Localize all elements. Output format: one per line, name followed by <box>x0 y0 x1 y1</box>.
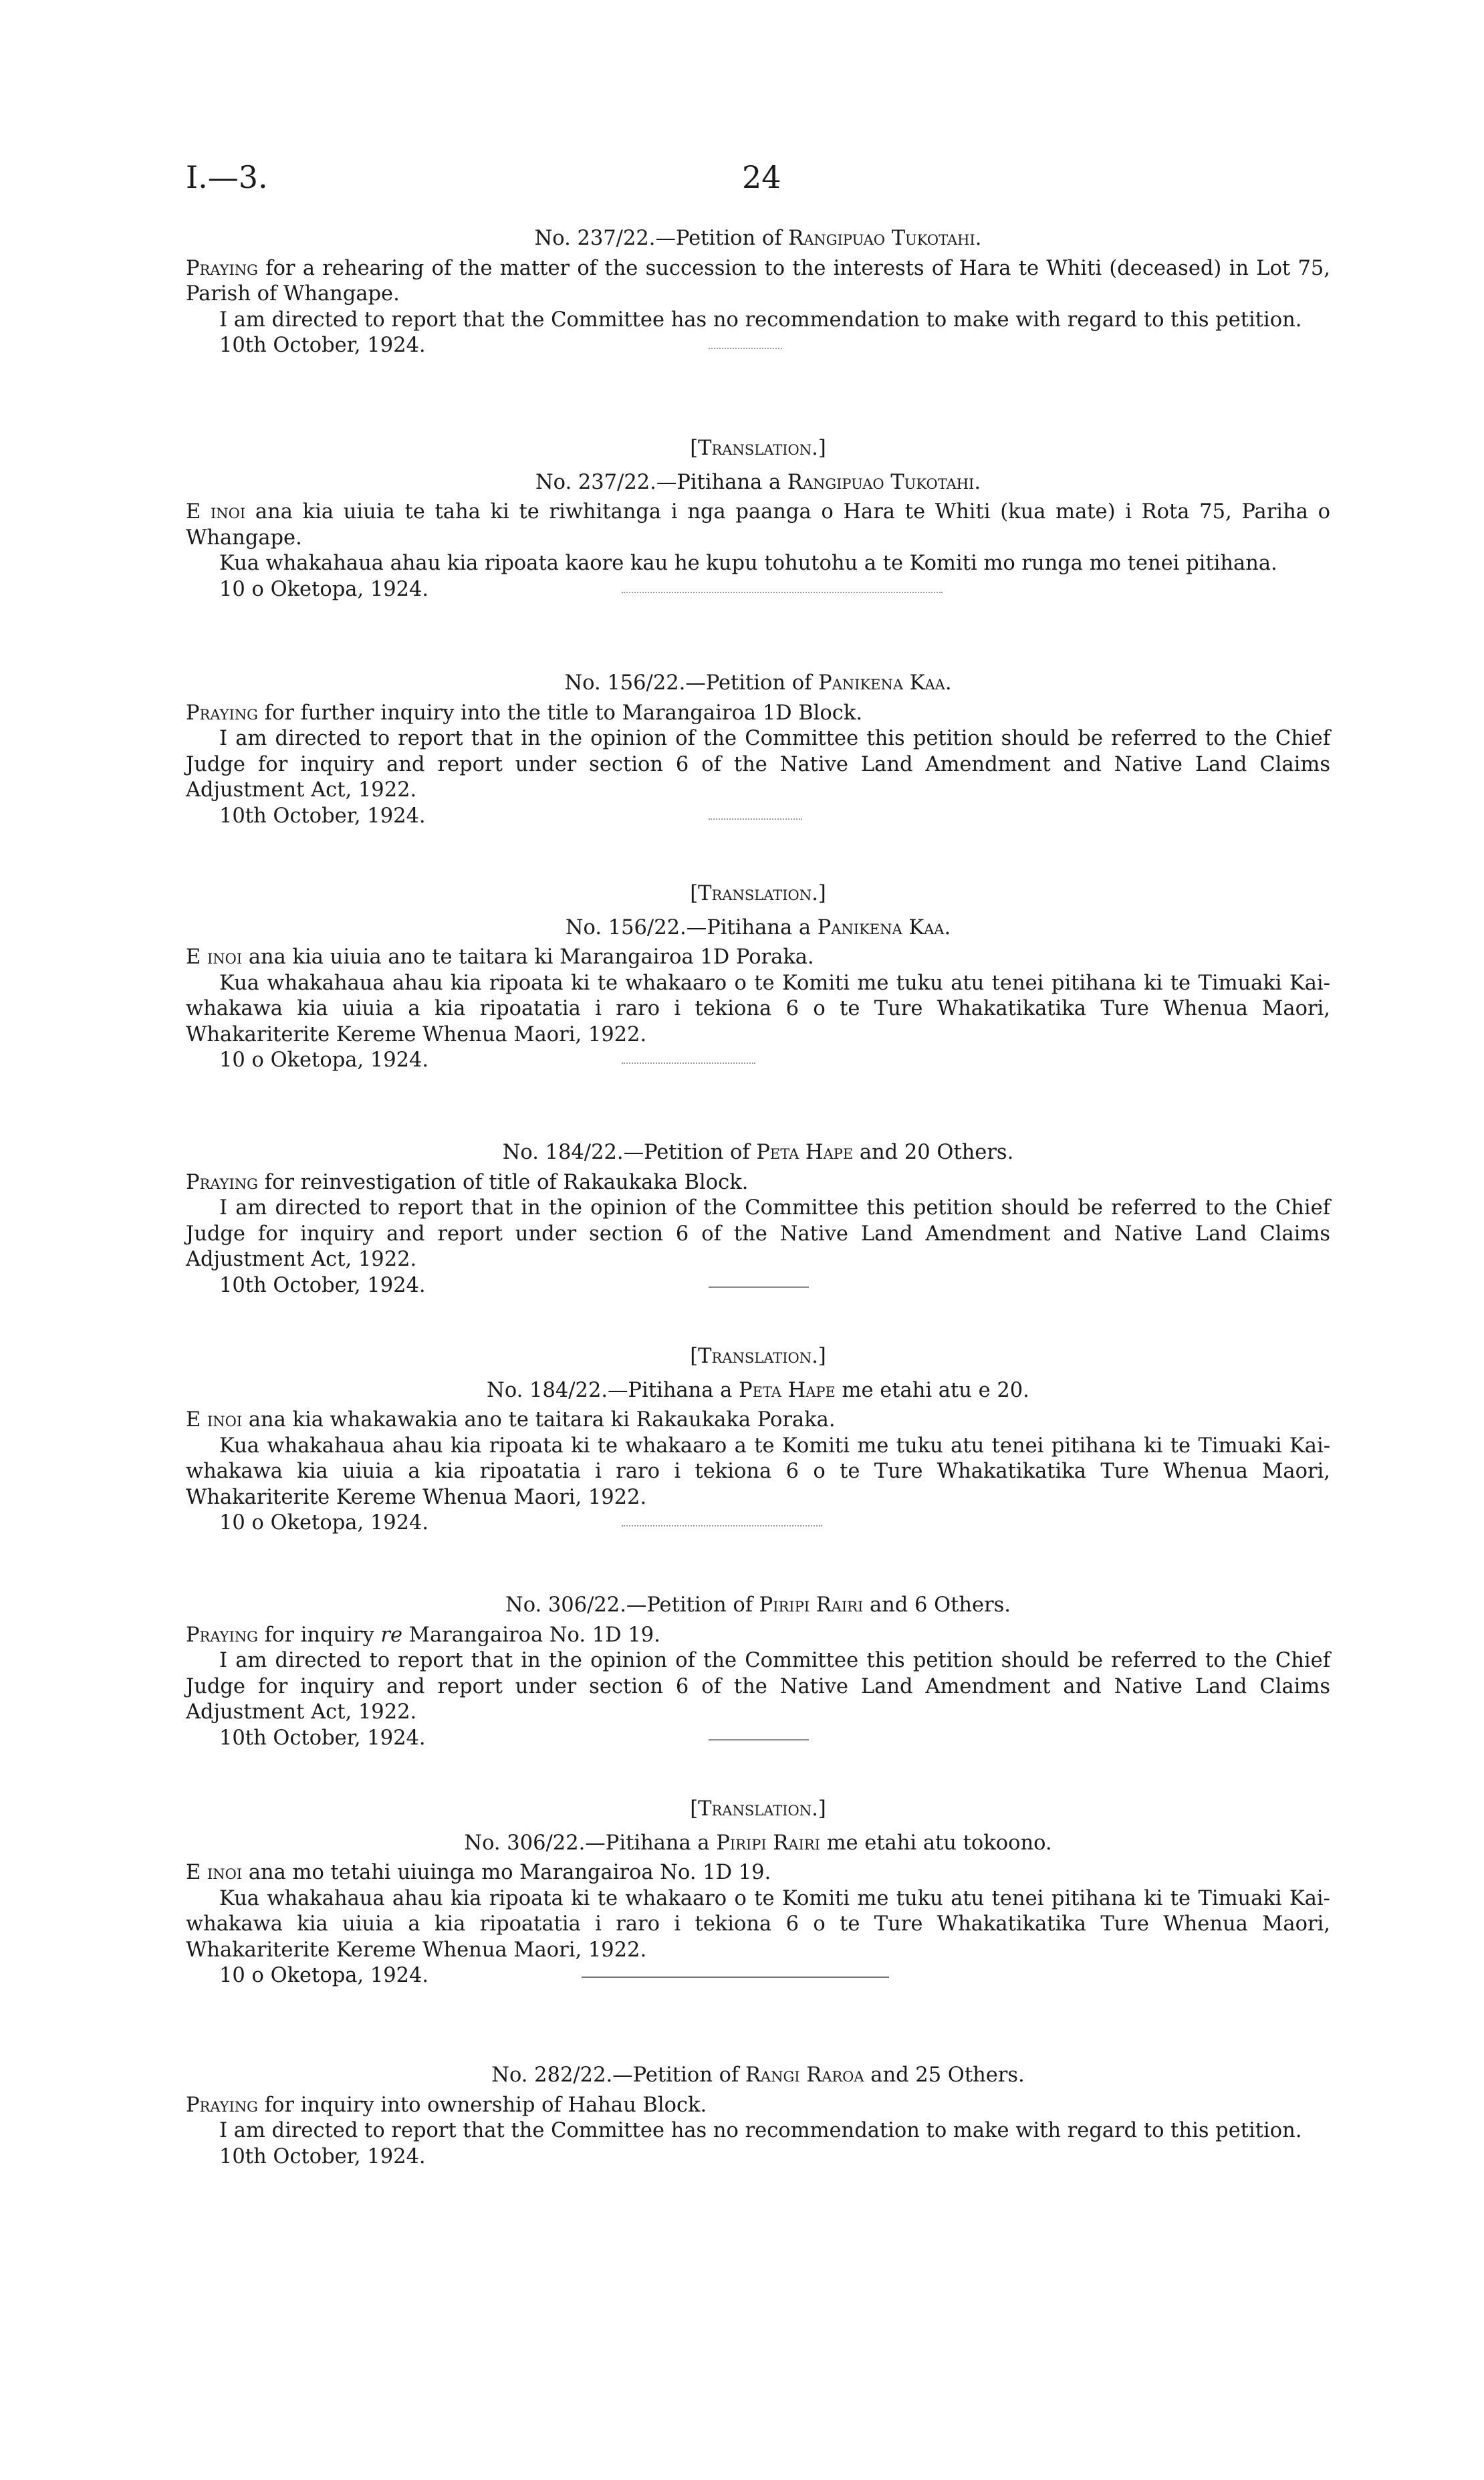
page-number: 24 <box>742 159 781 195</box>
petition-title: No. 237/22.—Pitihana a Rangipuao Tukotahi. <box>535 470 981 494</box>
date-line: 10th October, 1924. <box>219 2144 426 2168</box>
translation-label: [Translation.] <box>690 437 826 460</box>
translation-label: [Translation.] <box>690 882 826 905</box>
petition-title: No. 156/22.—Petition of Panikena Kaa. <box>564 671 952 695</box>
date-line: 10 o Oketopa, 1924. <box>186 577 1330 603</box>
petition-title: No. 184/22.—Petition of Peta Hape and 20 Others. <box>502 1141 1014 1164</box>
report-paragraph: Kua whakahaua ahau kia ripoata ki te whakaaro o te Komiti me tuku atu tenei pitihana ki te Timuaki Kai-whakawa kia uiuia a kia ripoatatia i raro i tekiona 6 o te Ture Whakatikatika Ture Whenua Maori, Whakariterite Kereme Whenua Maori, 1922. <box>186 1886 1330 1962</box>
report-paragraph: I am directed to report that in the opinion of the Committee this petition should be referred to the Chief Judge for inquiry and report under section 6 of the Native Land Amendment and Native Land Claims Adjustment Act, 1922. <box>186 1196 1330 1271</box>
petition-156-translation <box>186 881 1330 1074</box>
petition-184-translation <box>186 1344 1330 1537</box>
petition-306-translation <box>186 1797 1330 1989</box>
petition-237-translation <box>186 436 1330 602</box>
petition-184-english <box>186 1140 1330 1299</box>
praying-paragraph: E inoi ana mo tetahi uiuinga mo Marangairoa No. 1D 19. <box>186 1861 771 1884</box>
separator-rule <box>709 818 802 820</box>
petition-title: No. 306/22.—Petition of Piripi Rairi and 6 Others. <box>505 1593 1011 1617</box>
separator-rule <box>622 1525 822 1527</box>
report-paragraph: Kua whakahaua ahau kia ripoata ki te whakaaro o te Komiti me tuku atu tenei pitihana ki te Timuaki Kai-whakawa kia uiuia a kia ripoatatia i raro i tekiona 6 o te Ture Whakatikatika Ture Whenua Maori, Whakariterite Kereme Whenua Maori, 1922. <box>186 971 1330 1046</box>
petition-title: No. 156/22.—Pitihana a Panikena Kaa. <box>565 915 951 939</box>
date-line: 10 o Oketopa, 1924. <box>186 1048 1330 1074</box>
date-line: 10th October, 1924. <box>186 333 1330 359</box>
petition-title: No. 282/22.—Petition of Rangi Raroa and 25 Others. <box>491 2063 1025 2087</box>
report-paragraph: I am directed to report that the Committee has no recommendation to make with regard to this petition. <box>219 308 1302 332</box>
translation-label: [Translation.] <box>690 1345 826 1368</box>
praying-paragraph: Praying for a rehearing of the matter of the succession to the interests of Hara te Whiti (deceased) in Lot 75, Parish of Whangape. <box>186 256 1330 306</box>
petition-282-english <box>186 2063 1330 2170</box>
separator-rule <box>622 1062 755 1064</box>
praying-paragraph: Praying for reinvestigation of title of Rakaukaka Block. <box>186 1170 749 1194</box>
petition-title: No. 306/22.—Pitihana a Piripi Rairi me etahi atu tokoono. <box>464 1831 1052 1855</box>
date-line: 10 o Oketopa, 1924. <box>186 1510 1330 1537</box>
date-line: 10 o Oketopa, 1924. <box>186 1963 1330 1989</box>
separator-rule <box>709 1286 809 1288</box>
separator-rule <box>582 1977 889 1978</box>
report-paragraph: Kua whakahaua ahau kia ripoata ki te whakaaro a te Komiti me tuku atu tenei pitihana ki te Timuaki Kai-whakawa kia uiuia a kia ripoatatia i raro i tekiona 6 o te Ture Whakatikatika Ture Whenua Maori, Whakariterite Kereme Whenua Maori, 1922. <box>186 1434 1330 1509</box>
praying-paragraph: Praying for further inquiry into the title to Marangairoa 1D Block. <box>186 701 863 725</box>
praying-paragraph: E inoi ana kia uiuia ano te taitara ki Marangairoa 1D Poraka. <box>186 945 814 969</box>
petition-title: No. 237/22.—Petition of Rangipuao Tukotahi. <box>534 227 982 250</box>
praying-paragraph: Praying for inquiry into ownership of Hahau Block. <box>186 2093 707 2117</box>
date-line: 10th October, 1924. <box>186 1273 1330 1299</box>
report-paragraph: I am directed to report that in the opinion of the Committee this petition should be referred to the Chief Judge for inquiry and report under section 6 of the Native Land Amendment and Native Land Claims Adjustment Act, 1922. <box>186 1649 1330 1724</box>
report-paragraph: I am directed to report that in the opinion of the Committee this petition should be referred to the Chief Judge for inquiry and report under section 6 of the Native Land Amendment and Native Land Claims Adjustment Act, 1922. <box>186 727 1330 802</box>
document-reference: I.—3. <box>186 159 268 195</box>
date-line: 10th October, 1924. <box>186 1726 1330 1752</box>
separator-rule <box>622 592 943 593</box>
praying-paragraph: Praying for inquiry re Marangairoa No. 1D 19. <box>186 1623 660 1647</box>
petition-title: No. 184/22.—Pitihana a Peta Hape me etahi atu e 20. <box>487 1378 1029 1402</box>
date-line: 10th October, 1924. <box>186 804 1330 830</box>
petition-306-english <box>186 1593 1330 1751</box>
report-paragraph: I am directed to report that the Committee has no recommendation to make with regard to this petition. <box>219 2119 1302 2142</box>
praying-paragraph: E inoi ana kia whakawakia ano te taitara ki Rakaukaka Poraka. <box>186 1408 836 1432</box>
separator-rule <box>709 1739 809 1740</box>
petition-237-english <box>186 226 1330 359</box>
report-paragraph: Kua whakahaua ahau kia ripoata kaore kau he kupu tohutohu a te Komiti mo runga mo tenei pitihana. <box>219 552 1277 575</box>
petition-156-english <box>186 671 1330 829</box>
praying-paragraph: E inoi ana kia uiuia te taha ki te riwhitanga i nga paanga o Hara te Whiti (kua mate) i Rota 75, Pariha o Whangape. <box>186 500 1330 550</box>
separator-rule <box>709 348 782 349</box>
translation-label: [Translation.] <box>690 1797 826 1821</box>
